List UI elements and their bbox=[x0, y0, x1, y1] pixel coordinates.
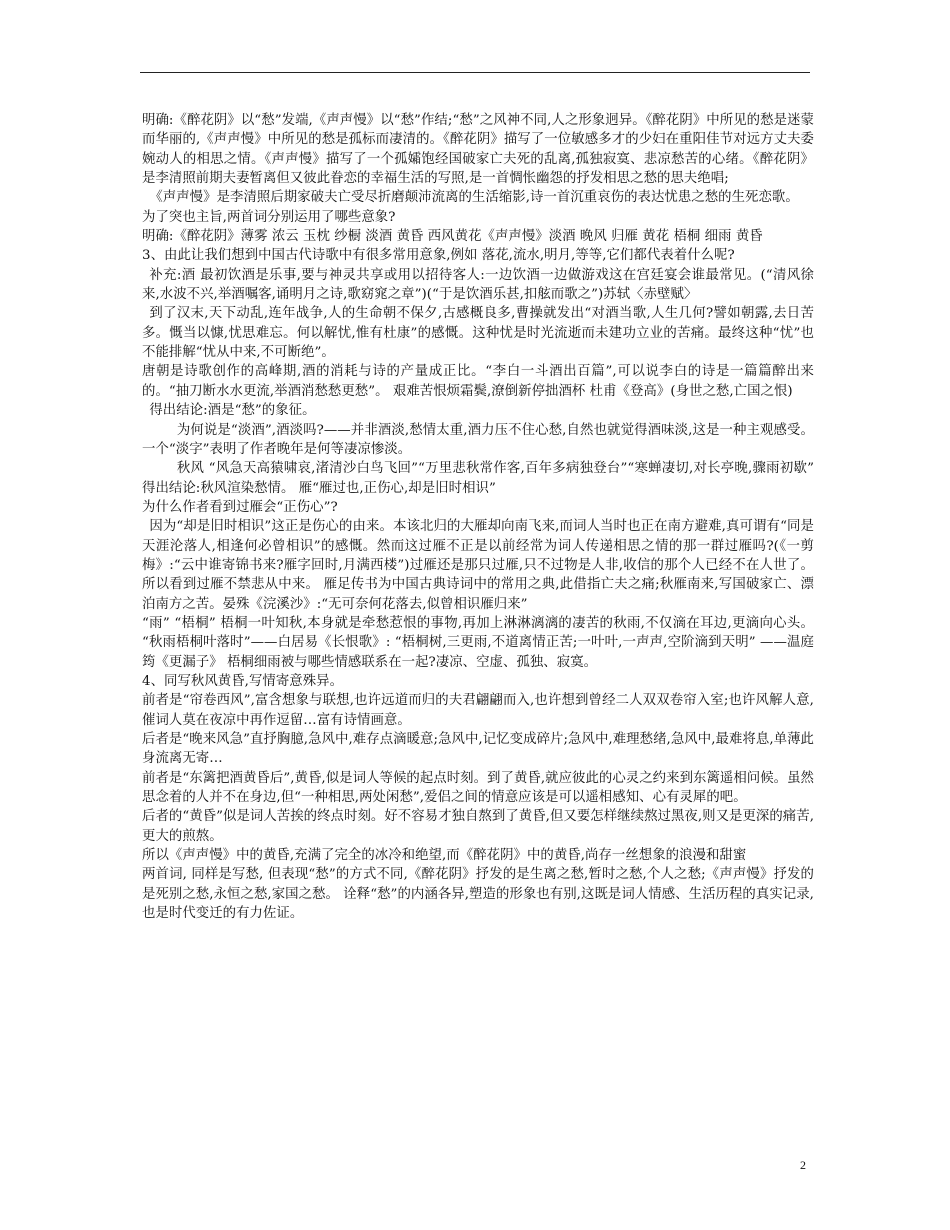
paragraph-latter-evening-wind: 后者是“晚来风急”直抒胸臆,急风中,难存点滴暖意;急风中,记忆变成碎片;急风中,难理愁绪,急风中,最难将息,单薄此身流离无寄… bbox=[142, 732, 814, 767]
paragraph-dan-jiu: 为何说是“淡酒”,酒淡吗?——并非酒淡,愁情太重,酒力压不住心愁,自然也就觉得酒味淡,这是一种主观感受。一个“淡字”表明了作者晚年是何等凄凉惨淡。 bbox=[142, 422, 814, 457]
paragraph-han-dynasty: 到了汉末,天下动乱,连年战争,人的生命朝不保夕,古感概良多,曹操就发出“对酒当歌,人生几何?譬如朝露,去日苦多。慨当以慷,忧思难忘。何以解忧,惟有杜康”的感慨。这种忧是时光流逝而未建功立业的苦痛。最终这种“忧”也不能排解“忧从中来,不可断绝”。 bbox=[142, 306, 814, 361]
paragraph-autumn-wind: 秋风 “风急天高猿啸哀,渚清沙白鸟飞回”“万里悲秋常作客,百年多病独登台”“寒蝉凄切,对长亭晚,骤雨初歇” 得出结论:秋风渲染愁情。 雁“雁过也,正伤心,却是旧时相识” bbox=[142, 461, 814, 496]
paragraph-latter-dusk: 后者的“黄昏”似是词人苦挨的终点时刻。好不容易才独自熬到了黄昏,但又要怎样继续熬过黑夜,则又是更深的痛苦,更大的煎熬。 bbox=[142, 809, 814, 844]
paragraph-former-dusk: 前者是“东篱把酒黄昏后”,黄昏,似是词人等候的起点时刻。到了黄昏,就应彼此的心灵之约来到东篱遥相问候。虽然思念着的人并不在身边,但“一种相思,两处闲愁”,爱侣之间的情意应该是可以遥相感知、心有灵犀的吧。 bbox=[142, 770, 814, 806]
page-number: 2 bbox=[800, 1158, 806, 1172]
paragraph-wine-supplement: 补充:酒 最初饮酒是乐事,要与神灵共享或用以招待客人:一边饮酒一边做游戏这在宫廷宴会谁最常见。(“清风徐来,水波不兴,举酒嘱客,诵明月之诗,歌窈窕之章”)(“于是饮酒乐甚,扣舷而歌之”)苏轼〈赤壁赋〉 bbox=[142, 267, 814, 303]
paragraph-shengshengman: 《声声慢》是李清照后期家破夫亡受尽折磨颠沛流离的生活缩影,诗一首沉重哀伤的表达忧患之愁的生死恋歌。 bbox=[149, 190, 799, 206]
header-rule bbox=[140, 72, 810, 73]
paragraph-wine-conclusion: 得出结论:酒是“愁”的象征。 bbox=[149, 403, 316, 419]
paragraph-question-imagery: 为了突也主旨,两首词分别运用了哪些意象? bbox=[142, 209, 396, 225]
paragraph-imagery-answer: 明确:《醉花阴》薄雾 浓云 玉枕 纱橱 淡酒 黄昏 西风黄花《声声慢》淡酒 晚风 归雁 黄花 梧桐 细雨 黄昏 bbox=[142, 229, 763, 245]
paragraph-section-3: 3、由此让我们想到中国古代诗歌中有很多常用意象,例如 落花,流水,明月,等等,它们都代表着什么呢? bbox=[142, 248, 735, 264]
paragraph-section-4: 4、同写秋风黄昏,写情寄意殊异。 bbox=[142, 673, 344, 689]
document-body bbox=[142, 111, 814, 923]
paragraph-question-geese: 为什么作者看到过雁会“正伤心”? bbox=[142, 499, 338, 515]
paragraph-dusk-summary: 所以《声声慢》中的黄昏,充满了完全的冰冷和绝望,而《醉花阴》中的黄昏,尚存一丝想象的浪漫和甜蜜 bbox=[142, 848, 747, 864]
paragraph-geese-answer: 因为“却是旧时相识”这正是伤心的由来。本该北归的大雁却向南飞来,而词人当时也正在南方避难,真可谓有“同是天涯沦落人,相逢何必曾相识”的感慨。然而这过雁不正是以前经常为词人传递相思之情的那一群过雁吗?(《一剪梅》:“云中谁寄锦书来?雁字回时,月满西楼”)过雁还是那只过雁,只不过物是人非,收信的那个人已经不在人世了。所以看到过雁不禁悲从中来。 雁足传书为中国古典诗词中的常用之典,此借指亡夫之痛;秋雁南来,写国破家亡、漂泊南方之苦。晏殊《浣溪沙》:“无可奈何花落去,似曾相识雁归来” bbox=[142, 519, 814, 612]
paragraph-rain-wutong: “雨” “梧桐” 梧桐一叶知秋,本身就是牵愁惹恨的事物,再加上淋淋漓漓的凄苦的秋雨,不仅滴在耳边,更滴向心头。 “秋雨梧桐叶落时”——白居易《长恨歌》: “梧桐树,三更雨,不道离情正苦;一叶叶,一声声,空阶滴到天明” ——温庭筠《更漏子》 梧桐细雨被与哪些情感联系在一起?凄凉、空虚、孤独、寂寞。 bbox=[142, 615, 814, 670]
paragraph-comparison: 明确:《醉花阴》以“愁”发端,《声声慢》以“愁”作结;“愁”之风神不同,人之形象迥异。《醉花阴》中所见的愁是迷蒙而华丽的,《声声慢》中所见的愁是孤标而凄清的。《醉花阴》描写了一位敏感多才的少妇在重阳佳节对远方丈夫委婉动人的相思之情。《声声慢》描写了一个孤孀饱经国破家亡夫死的乱离,孤独寂寞、悲凉愁苦的心绪。《醉花阴》是李清照前期夫妻暂离但又彼此眷恋的幸福生活的写照,是一首惆怅幽怨的抒发相思之愁的思夫绝唱; bbox=[142, 113, 814, 187]
paragraph-final-summary: 两首词, 同样是写愁, 但表现“愁”的方式不同,《醉花阴》抒发的是生离之愁,暂时之愁,个人之愁;《声声慢》抒发的是死别之愁,永恒之愁,家国之愁。 诠释“愁”的内涵各异,塑造的形象也有别,这既是词人情感、生活历程的真实记录, 也是时代变迁的有力佐证。 bbox=[142, 867, 814, 922]
paragraph-tang-dynasty: 唐朝是诗歌创作的高峰期,酒的消耗与诗的产量成正比。“李白一斗酒出百篇”,可以说李白的诗是一篇篇醉出来的。“抽刀断水水更流,举酒消愁愁更愁”。 艰难苦恨烦霜鬓,潦倒新停拙酒杯 杜甫《登高》(身世之愁,亡国之恨) bbox=[142, 364, 814, 399]
paragraph-former-west-wind: 前者是“帘卷西风”,富含想象与联想,也许远道而归的夫君翩翩而入,也许想到曾经二人双双卷帘入室;也许风解人意,催词人莫在夜凉中再作逗留…富有诗情画意。 bbox=[142, 693, 814, 728]
